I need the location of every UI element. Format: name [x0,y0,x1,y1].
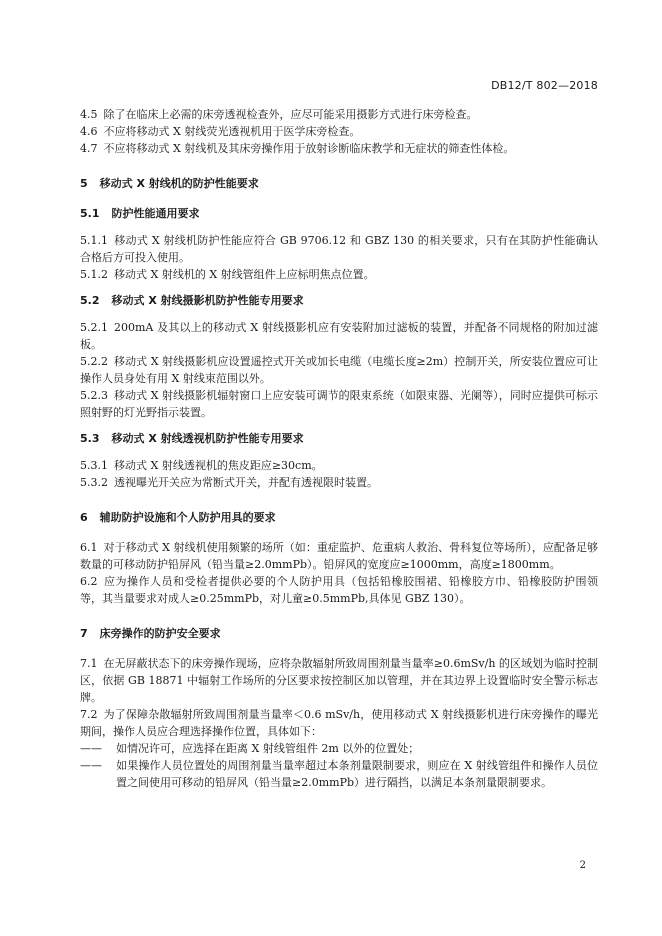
clause-paragraph [80,387,598,421]
clause-text: 不应将移动式 X 射线荧光透视机用于医学床旁检查。 [103,125,361,138]
section-number: 5.3 [80,432,100,445]
clause-paragraph [80,457,598,474]
section-heading [80,175,598,192]
clause-text: 除了在临床上必需的床旁透视检查外，应尽可能采用摄影方式进行床旁检查。 [103,108,478,121]
clause-number: 6.2 [80,575,98,588]
clause-paragraph [80,106,598,123]
clause-paragraph [80,539,598,573]
clause-number: 4.5 [80,108,98,121]
section-title: 移动式 X 射线摄影机防护性能专用要求 [111,294,304,307]
clause-text: 移动式 X 射线摄影机应设置遥控式开关或加长电缆（电缆长度≥2m）控制开关，所安装位置应可让操作人员身处有用 X 射线束范围以外。 [80,355,598,385]
clause-paragraph [80,123,598,140]
list-item [80,740,598,757]
clause-paragraph [80,232,598,266]
section-heading [80,509,598,526]
clause-text: 移动式 X 射线透视机的焦皮距应≥30cm。 [114,459,323,472]
clause-paragraph [80,319,598,353]
clause-number: 4.6 [80,125,98,138]
clause-number: 6.1 [80,541,98,554]
clause-number: 5.2.1 [80,321,108,334]
clause-paragraph [80,706,598,740]
clause-paragraph [80,573,598,607]
section-number: 5 [80,177,88,190]
section-title: 辅助防护设施和个人防护用具的要求 [99,511,276,524]
clause-number: —— [80,742,102,755]
clause-number: 7.1 [80,657,98,670]
list-item [80,757,598,791]
section-number: 6 [80,511,88,524]
clause-number: 5.2.3 [80,389,108,402]
clause-text: 移动式 X 射线机防护性能应符合 GB 9706.12 和 GBZ 130 的相关要求，只有在其防护性能确认合格后方可投入使用。 [80,234,598,264]
clause-number: 5.3.1 [80,459,108,472]
clause-paragraph [80,353,598,387]
clause-number: 5.3.2 [80,476,108,489]
clause-number: 4.7 [80,142,98,155]
document-code-header: DB12/T 802—2018 [491,79,598,92]
clause-number: —— [80,759,102,772]
clause-text: 移动式 X 射线机的 X 射线管组件上应标明焦点位置。 [114,268,375,281]
section-title: 床旁操作的防护安全要求 [99,627,221,640]
clause-number: 5.1.2 [80,268,108,281]
clause-text: 200mA 及其以上的移动式 X 射线摄影机应有安装附加过滤板的装置，并配备不同规格的附加过滤板。 [80,321,598,351]
clause-text: 为了保障杂散辐射所致周围剂量当量率＜0.6 mSv/h，使用移动式 X 射线摄影机进行床旁操作的曝光期间，操作人员应合理选择操作位置，具体如下： [80,708,598,738]
section-heading [80,625,598,642]
clause-text: 如情况许可，应选择在距离 X 射线管组件 2m 以外的位置处； [116,742,420,755]
section-number: 5.1 [80,207,100,220]
clause-number: 5.2.2 [80,355,108,368]
section-heading [80,430,598,447]
section-title: 移动式 X 射线机的防护性能要求 [99,177,259,190]
section-number: 5.2 [80,294,100,307]
section-title: 移动式 X 射线透视机防护性能专用要求 [111,432,304,445]
page-number: 2 [579,860,586,871]
clause-number: 7.2 [80,708,98,721]
section-heading [80,205,598,222]
clause-text: 透视曝光开关应为常断式开关，并配有透视限时装置。 [114,476,378,489]
clause-number: 5.1.1 [80,234,108,247]
clause-text: 对于移动式 X 射线机使用频繁的场所（如：重症监护、危重病人救治、骨科复位等场所），应配备足够数量的可移动防护铅屏风（铅当量≥2.0mmPb）。铅屏风的宽度应≥1000mm，高度≥1800mm。 [80,541,598,571]
document-body [80,106,598,791]
clause-paragraph [80,655,598,706]
section-heading [80,292,598,309]
clause-paragraph [80,140,598,157]
clause-paragraph [80,474,598,491]
clause-text: 移动式 X 射线摄影机辐射窗口上应安装可调节的限束系统（如限束器、光阑等），同时应提供可标示照射野的灯光野指示装置。 [80,389,598,419]
clause-text: 在无屏蔽状态下的床旁操作现场，应将杂散辐射所致周围剂量当量率≥0.6mSv/h 的区域划为临时控制区，依据 GB 18871 中辐射工作场所的分区要求按控制区加以管理，并在其边界上设置临时安全警示标志牌。 [80,657,598,704]
clause-text: 不应将移动式 X 射线机及其床旁操作用于放射诊断临床教学和无症状的筛查性体检。 [103,142,515,155]
clause-text: 如果操作人员位置处的周围剂量当量率超过本条剂量限制要求，则应在 X 射线管组件和操作人员位置之间使用可移动的铅屏风（铅当量≥2.0mmPb）进行隔挡，以满足本条剂量限制要求。 [116,759,598,789]
section-title: 防护性能通用要求 [111,207,200,220]
clause-text: 应为操作人员和受检者提供必要的个人防护用具（包括铅橡胶围裙、铅橡胶方巾、铅橡胶防护围领等，其当量要求对成人≥0.25mmPb，对儿童≥0.5mmPb,具体见 GBZ 130）。 [80,575,598,605]
section-number: 7 [80,627,88,640]
clause-paragraph [80,266,598,283]
